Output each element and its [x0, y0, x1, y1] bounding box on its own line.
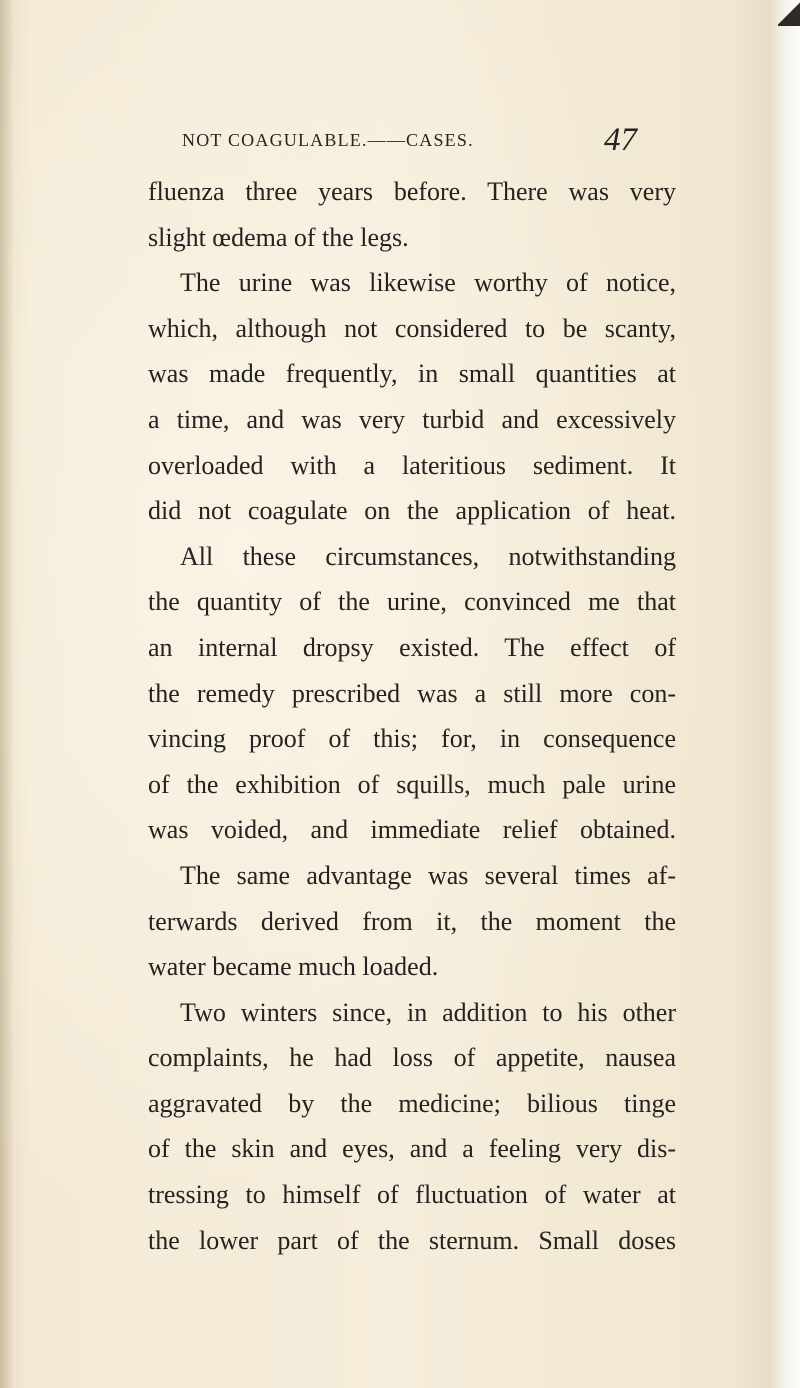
text-line: aggravated by the medicine; bilious tinge [148, 1088, 676, 1118]
text-line: complaints, he had loss of appetite, nausea [148, 1043, 676, 1073]
corner-mark [778, 0, 800, 26]
text-line: of the exhibition of squills, much pale urine [148, 769, 676, 799]
page-number: 47 [604, 122, 637, 158]
text-line: vincing proof of this; for, in consequence [148, 724, 676, 754]
text-line: water became much loaded. [148, 952, 439, 982]
text-line: All these circumstances, notwithstanding [180, 541, 676, 571]
text-line: Two winters since, in addition to his other [180, 997, 676, 1027]
gutter-shadow [0, 0, 14, 1388]
text-line: The same advantage was several times af- [180, 860, 676, 890]
text-line: The urine was likewise worthy of notice, [180, 268, 676, 298]
text-line: the remedy prescribed was a still more con- [148, 678, 676, 708]
text-line: slight œdema of the legs. [148, 222, 409, 252]
running-title: NOT COAGULABLE.——CASES. [182, 130, 474, 150]
text-line: was made frequently, in small quantities at [148, 359, 676, 389]
body-text [148, 169, 676, 1263]
text-line: the quantity of the urine, convinced me that [148, 587, 676, 617]
text-line: terwards derived from it, the moment the [148, 906, 676, 936]
text-line: did not coagulate on the application of heat. [148, 496, 676, 526]
text-line: was voided, and immediate relief obtained. [148, 815, 676, 845]
text-line: which, although not considered to be scanty, [148, 313, 676, 343]
text-line: overloaded with a lateritious sediment. It [148, 450, 676, 480]
text-line: tressing to himself of fluctuation of water at [148, 1180, 676, 1210]
text-line: an internal dropsy existed. The effect of [148, 632, 676, 662]
text-line: a time, and was very turbid and excessively [148, 404, 676, 434]
text-line: the lower part of the sternum. Small doses [148, 1225, 676, 1255]
text-line: fluenza three years before. There was very [148, 177, 676, 206]
text-line: of the skin and eyes, and a feeling very dis- [148, 1134, 676, 1164]
page-edge [770, 0, 800, 1388]
running-head [152, 122, 652, 172]
